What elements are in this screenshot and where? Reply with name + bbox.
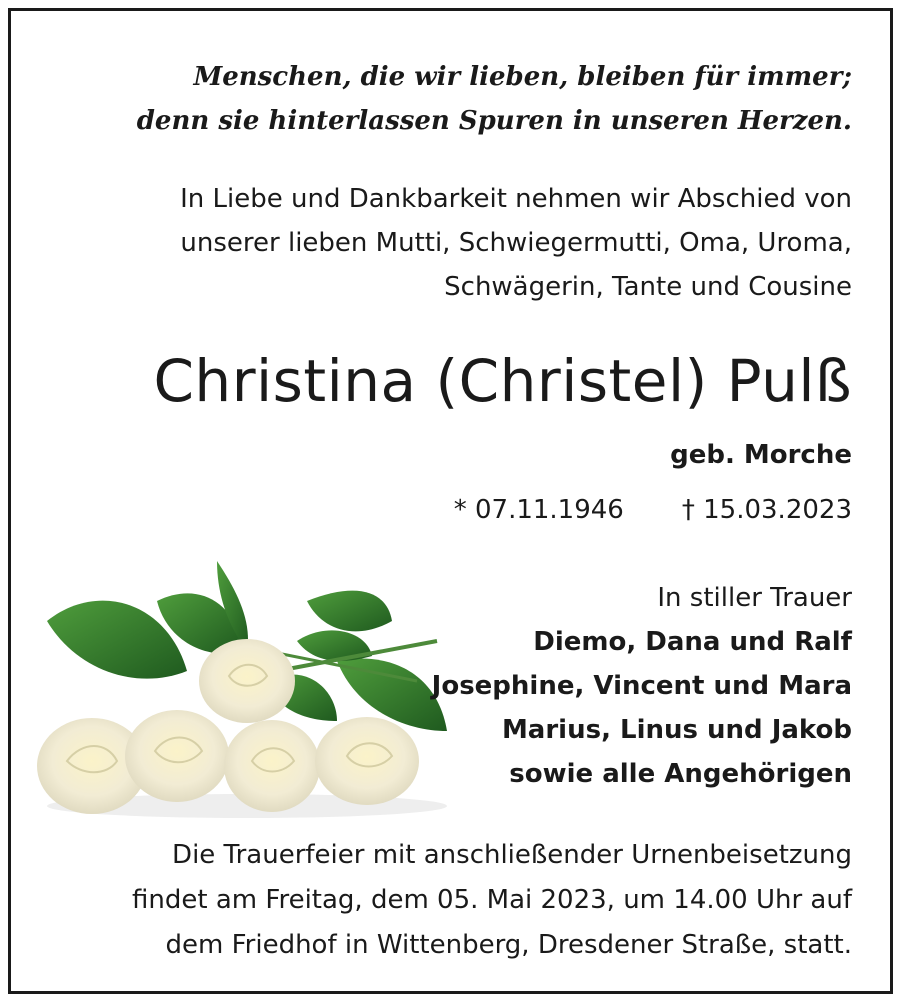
intro-line: In Liebe und Dankbarkeit nehmen wir Abschied von	[180, 184, 852, 214]
white-roses-image	[37, 561, 457, 831]
intro-line: unserer lieben Mutti, Schwiegermutti, Oma, Uroma,	[180, 228, 852, 258]
rose-shape	[224, 720, 320, 812]
ceremony-line: Die Trauerfeier mit anschließender Urnenbeisetzung	[172, 840, 852, 870]
mourner-names: Josephine, Vincent und Mara	[431, 671, 852, 701]
intro-line: Schwägerin, Tante und Cousine	[444, 272, 852, 302]
rose-shape	[199, 639, 295, 723]
quote-line: denn sie hinterlassen Spuren in unseren Herzen.	[136, 106, 852, 136]
obituary-frame	[8, 8, 893, 994]
quote-line: Menschen, die wir lieben, bleiben für immer;	[193, 62, 852, 92]
ceremony-line: findet am Freitag, dem 05. Mai 2023, um 14.00 Uhr auf	[132, 885, 852, 915]
ceremony-line: dem Friedhof in Wittenberg, Dresdener Straße, statt.	[165, 930, 852, 960]
leaf-shape	[307, 591, 392, 632]
birth-date: * 07.11.1946	[453, 495, 624, 525]
mourners-block	[432, 576, 852, 796]
mourner-names: sowie alle Angehörigen	[509, 759, 852, 789]
maiden-name: geb. Morche	[670, 440, 852, 470]
mourner-names: Diemo, Dana und Ralf	[533, 627, 852, 657]
memorial-quote	[137, 55, 852, 143]
rose-shape	[315, 717, 419, 805]
ceremony-info	[132, 833, 852, 968]
mourners-heading: In stiller Trauer	[657, 583, 852, 613]
death-date: † 15.03.2023	[681, 495, 852, 525]
deceased-name: Christina (Christel) Pulß	[153, 347, 852, 415]
life-dates	[454, 490, 852, 530]
mourner-names: Marius, Linus und Jakob	[501, 715, 852, 745]
rose-shape	[125, 710, 229, 802]
farewell-intro	[180, 177, 852, 309]
